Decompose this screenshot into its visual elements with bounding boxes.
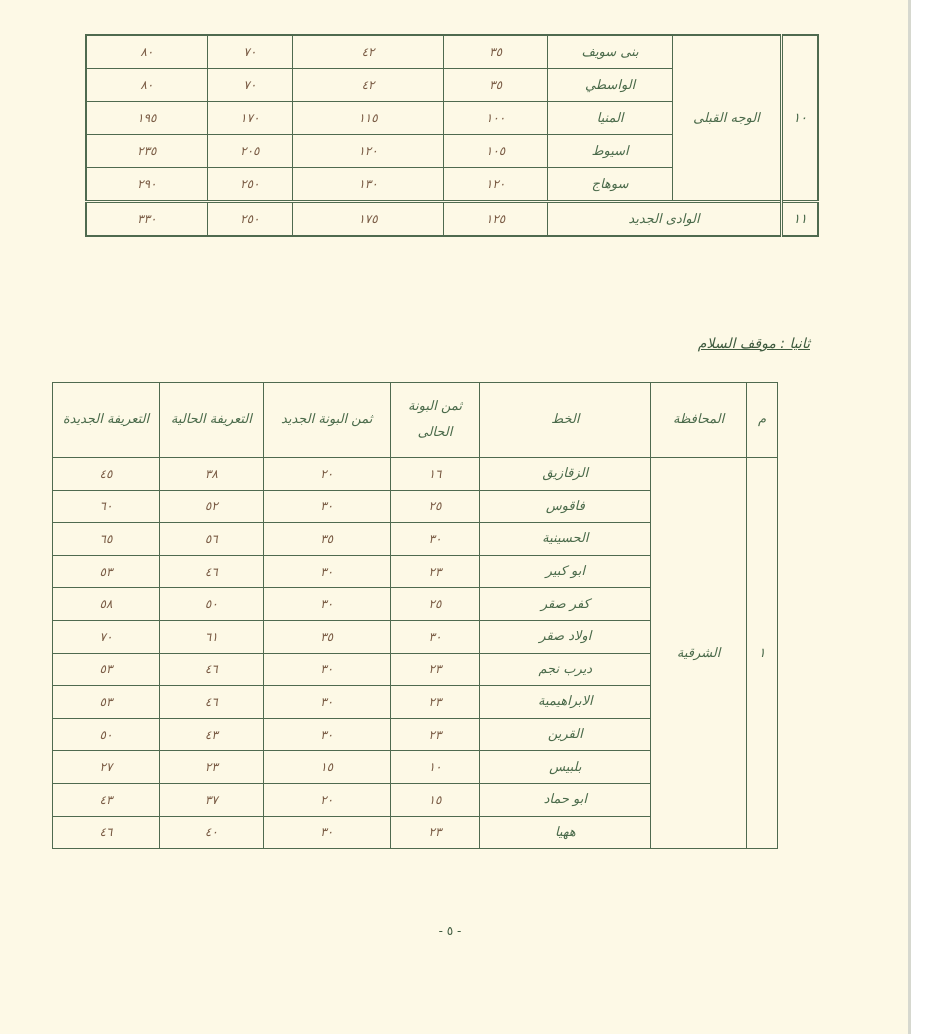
coupon-new-cell: ٣٠	[263, 490, 390, 523]
fare-current-cell: ٧٠	[207, 35, 292, 69]
coupon-current-cell: ٢٣	[390, 686, 480, 719]
line-cell: المنيا	[548, 102, 673, 135]
coupon-current-cell: ١٢٠	[443, 168, 547, 202]
coupon-new-cell: ١٥	[263, 751, 390, 784]
fare-new-cell: ٥٣	[53, 555, 160, 588]
fare-new-cell: ٦٠	[53, 490, 160, 523]
coupon-new-cell: ٣٠	[263, 653, 390, 686]
coupon-current-cell: ٣٥	[443, 35, 547, 69]
governorate-cell: الوادى الجديد	[548, 202, 782, 237]
line-cell: ابو كبير	[480, 555, 651, 588]
fare-current-cell: ٧٠	[207, 69, 292, 102]
header-line: الخط	[480, 383, 651, 458]
page-number: - ٥ -	[438, 924, 462, 938]
line-cell: كفر صقر	[480, 588, 651, 621]
line-cell: الزقازيق	[480, 458, 651, 491]
header-coupon-new: ثمن البونة الجديد	[263, 383, 390, 458]
fare-new-cell: ٤٥	[53, 458, 160, 491]
coupon-current-cell: ٣٥	[443, 69, 547, 102]
coupon-new-cell: ٤٢	[293, 35, 444, 69]
coupon-current-cell: ٢٥	[390, 490, 480, 523]
fare-new-cell: ٧٠	[53, 620, 160, 653]
line-cell: فاقوس	[480, 490, 651, 523]
fare-new-cell: ٢٩٠	[86, 168, 207, 202]
fare-new-cell: ١٩٥	[86, 102, 207, 135]
table-row	[53, 458, 778, 491]
coupon-current-cell: ١٠٥	[443, 135, 547, 168]
fare-new-cell: ٥٣	[53, 653, 160, 686]
coupon-current-cell: ١٠	[390, 751, 480, 784]
fare-new-cell: ٤٣	[53, 783, 160, 816]
line-cell: بلبيس	[480, 751, 651, 784]
coupon-new-cell: ٣٠	[263, 686, 390, 719]
coupon-new-cell: ١٣٠	[293, 168, 444, 202]
coupon-new-cell: ٣٠	[263, 816, 390, 849]
coupon-new-cell: ١٧٥	[293, 202, 444, 237]
fare-current-cell: ٤٦	[159, 653, 263, 686]
coupon-current-cell: ٢٣	[390, 555, 480, 588]
row-number: ١٠	[781, 35, 818, 202]
line-cell: الواسطي	[548, 69, 673, 102]
governorate-cell: الشرقية	[651, 458, 747, 849]
fare-current-cell: ٢٠٥	[207, 135, 292, 168]
coupon-new-cell: ٢٠	[263, 458, 390, 491]
line-cell: القرين	[480, 718, 651, 751]
coupon-new-cell: ٤٢	[293, 69, 444, 102]
row-number: ١١	[781, 202, 818, 237]
fare-new-cell: ٥٣	[53, 686, 160, 719]
coupon-current-cell: ١٦	[390, 458, 480, 491]
line-cell: ابو حماد	[480, 783, 651, 816]
coupon-new-cell: ٣٥	[263, 523, 390, 556]
fares-table-upper	[85, 34, 819, 237]
fare-current-cell: ٥٠	[159, 588, 263, 621]
fare-new-cell: ٣٣٠	[86, 202, 207, 237]
fare-current-cell: ٢٥٠	[207, 168, 292, 202]
line-cell: بنى سويف	[548, 35, 673, 69]
row-number: ١	[747, 458, 778, 849]
coupon-new-cell: ٣٠	[263, 555, 390, 588]
fare-current-cell: ٢٣	[159, 751, 263, 784]
fare-new-cell: ٥٠	[53, 718, 160, 751]
line-cell: ههيا	[480, 816, 651, 849]
fare-current-cell: ٢٥٠	[207, 202, 292, 237]
governorate-cell: الوجه القبلى	[673, 35, 782, 202]
coupon-new-cell: ١١٥	[293, 102, 444, 135]
table-row	[86, 35, 818, 69]
fare-current-cell: ٦١	[159, 620, 263, 653]
coupon-current-cell: ١٠٠	[443, 102, 547, 135]
coupon-current-cell: ٢٥	[390, 588, 480, 621]
coupon-current-cell: ١٥	[390, 783, 480, 816]
line-cell: ديرب نجم	[480, 653, 651, 686]
line-cell: اولاد صقر	[480, 620, 651, 653]
table-row	[86, 202, 818, 237]
coupon-new-cell: ٣٠	[263, 588, 390, 621]
coupon-new-cell: ٢٠	[263, 783, 390, 816]
coupon-new-cell: ٣٥	[263, 620, 390, 653]
fare-new-cell: ٢٧	[53, 751, 160, 784]
coupon-current-cell: ١٢٥	[443, 202, 547, 237]
fare-current-cell: ٥٦	[159, 523, 263, 556]
line-cell: الحسينية	[480, 523, 651, 556]
section-title: ثانيا : موقف السلام	[697, 336, 810, 352]
fare-current-cell: ٣٨	[159, 458, 263, 491]
fare-current-cell: ٤٣	[159, 718, 263, 751]
fare-new-cell: ٢٣٥	[86, 135, 207, 168]
coupon-current-cell: ٢٣	[390, 653, 480, 686]
header-governorate: المحافظة	[651, 383, 747, 458]
fare-current-cell: ٤٠	[159, 816, 263, 849]
fare-new-cell: ٤٦	[53, 816, 160, 849]
fares-table-salam	[52, 382, 778, 849]
header-no: م	[747, 383, 778, 458]
fare-current-cell: ١٧٠	[207, 102, 292, 135]
fare-current-cell: ٤٦	[159, 555, 263, 588]
line-cell: سوهاج	[548, 168, 673, 202]
coupon-new-cell: ١٢٠	[293, 135, 444, 168]
header-coupon-current: ثمن البونة الحالى	[390, 383, 480, 458]
coupon-current-cell: ٢٣	[390, 816, 480, 849]
fare-current-cell: ٤٦	[159, 686, 263, 719]
fare-new-cell: ٨٠	[86, 69, 207, 102]
header-fare-new: التعريفة الجديدة	[53, 383, 160, 458]
coupon-current-cell: ٢٣	[390, 718, 480, 751]
coupon-new-cell: ٣٠	[263, 718, 390, 751]
header-fare-current: التعريفة الحالية	[159, 383, 263, 458]
table-header-row	[53, 383, 778, 458]
page-edge	[908, 0, 911, 1034]
line-cell: الابراهيمية	[480, 686, 651, 719]
fare-new-cell: ٨٠	[86, 35, 207, 69]
fare-new-cell: ٦٥	[53, 523, 160, 556]
fare-new-cell: ٥٨	[53, 588, 160, 621]
fare-current-cell: ٥٢	[159, 490, 263, 523]
line-cell: اسيوط	[548, 135, 673, 168]
coupon-current-cell: ٣٠	[390, 620, 480, 653]
coupon-current-cell: ٣٠	[390, 523, 480, 556]
fare-current-cell: ٣٧	[159, 783, 263, 816]
